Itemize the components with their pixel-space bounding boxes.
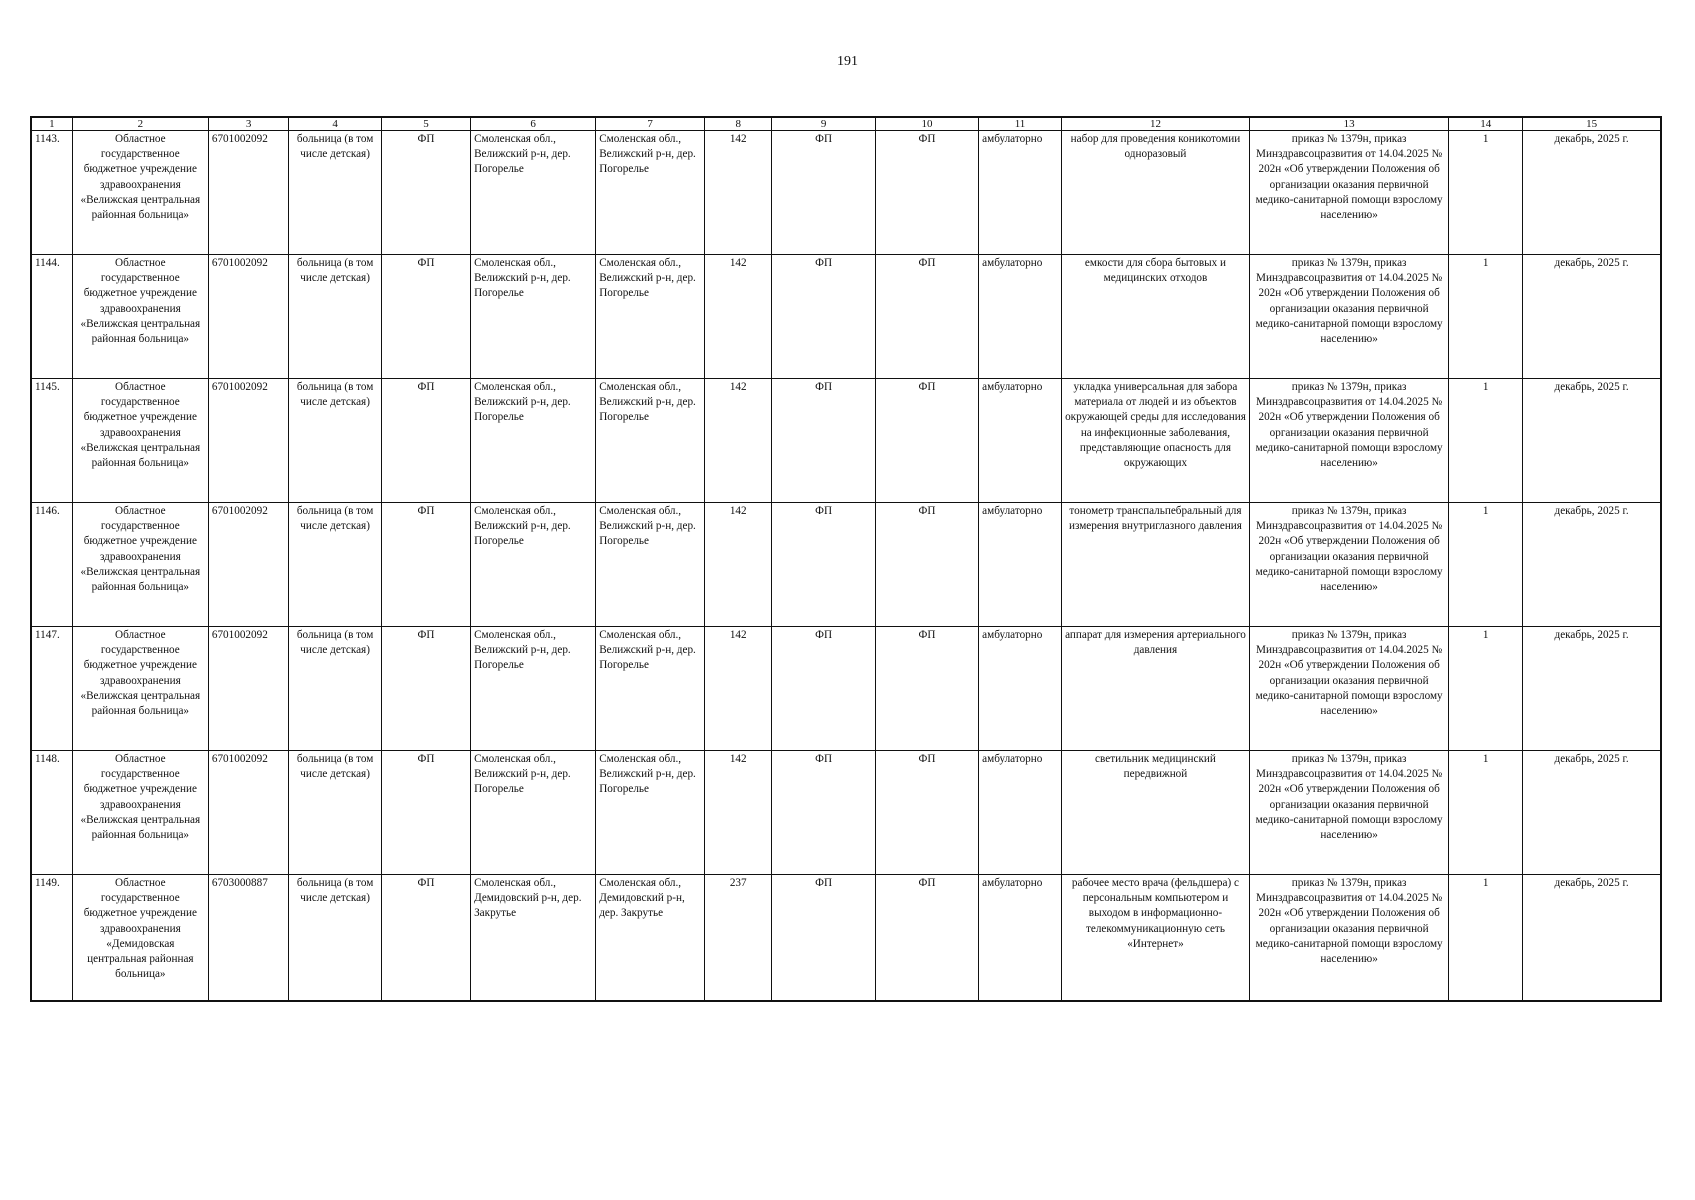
table-row [31, 875, 1661, 1002]
address-cell: Смоленская обл., Демидовский р-н, дер. Закрутье [596, 875, 705, 1002]
equipment-table [30, 116, 1662, 1002]
column-number: 4 [289, 117, 381, 131]
care-mode-cell: амбулаторно [979, 751, 1062, 875]
unit-cell: ФП [772, 875, 875, 1002]
organization-cell: Областное государственное бюджетное учреждение здравоохранения «Велижская центральная районная больница» [72, 503, 208, 627]
date-cell: декабрь, 2025 г. [1523, 131, 1661, 255]
date-cell: декабрь, 2025 г. [1523, 751, 1661, 875]
date-cell: декабрь, 2025 г. [1523, 875, 1661, 1002]
column-number: 15 [1523, 117, 1661, 131]
unit-cell: ФП [772, 131, 875, 255]
address-cell: Смоленская обл., Велижский р-н, дер. Погорелье [471, 503, 596, 627]
column-number-row [31, 117, 1661, 131]
equipment-cell: тонометр транспальпебральный для измерения внутриглазного давления [1061, 503, 1249, 627]
order-cell: приказ № 1379н, приказ Минздравсоцразвития от 14.04.2025 № 202н «Об утверждении Положения об организации оказания первичной медико-санитарной помощи взрослому населению» [1250, 503, 1449, 627]
facility-type-cell: больница (в том числе детская) [289, 379, 381, 503]
quantity-cell: 1 [1449, 379, 1523, 503]
column-number: 14 [1449, 117, 1523, 131]
inn-cell: 6701002092 [208, 131, 289, 255]
column-number: 7 [596, 117, 705, 131]
organization-cell: Областное государственное бюджетное учреждение здравоохранения «Велижская центральная районная больница» [72, 751, 208, 875]
code-cell: 142 [704, 751, 771, 875]
care-mode-cell: амбулаторно [979, 875, 1062, 1002]
column-number: 13 [1250, 117, 1449, 131]
unit-cell: ФП [381, 875, 470, 1002]
facility-type-cell: больница (в том числе детская) [289, 131, 381, 255]
row-number-cell: 1149. [31, 875, 72, 1002]
care-mode-cell: амбулаторно [979, 627, 1062, 751]
unit-cell: ФП [875, 255, 978, 379]
date-cell: декабрь, 2025 г. [1523, 627, 1661, 751]
code-cell: 142 [704, 379, 771, 503]
address-cell: Смоленская обл., Велижский р-н, дер. Погорелье [471, 131, 596, 255]
unit-cell: ФП [381, 131, 470, 255]
table-row [31, 255, 1661, 379]
unit-cell: ФП [381, 379, 470, 503]
inn-cell: 6701002092 [208, 503, 289, 627]
equipment-cell: емкости для сбора бытовых и медицинских отходов [1061, 255, 1249, 379]
address-cell: Смоленская обл., Велижский р-н, дер. Погорелье [596, 131, 705, 255]
table-row [31, 503, 1661, 627]
address-cell: Смоленская обл., Велижский р-н, дер. Погорелье [471, 751, 596, 875]
care-mode-cell: амбулаторно [979, 379, 1062, 503]
column-number: 8 [704, 117, 771, 131]
address-cell: Смоленская обл., Демидовский р-н, дер. Закрутье [471, 875, 596, 1002]
inn-cell: 6701002092 [208, 627, 289, 751]
quantity-cell: 1 [1449, 627, 1523, 751]
column-number: 12 [1061, 117, 1249, 131]
order-cell: приказ № 1379н, приказ Минздравсоцразвития от 14.04.2025 № 202н «Об утверждении Положения об организации оказания первичной медико-санитарной помощи взрослому населению» [1250, 875, 1449, 1002]
order-cell: приказ № 1379н, приказ Минздравсоцразвития от 14.04.2025 № 202н «Об утверждении Положения об организации оказания первичной медико-санитарной помощи взрослому населению» [1250, 627, 1449, 751]
column-number: 1 [31, 117, 72, 131]
organization-cell: Областное государственное бюджетное учреждение здравоохранения «Велижская центральная районная больница» [72, 379, 208, 503]
row-number-cell: 1148. [31, 751, 72, 875]
organization-cell: Областное государственное бюджетное учреждение здравоохранения «Велижская центральная районная больница» [72, 131, 208, 255]
care-mode-cell: амбулаторно [979, 503, 1062, 627]
order-cell: приказ № 1379н, приказ Минздравсоцразвития от 14.04.2025 № 202н «Об утверждении Положения об организации оказания первичной медико-санитарной помощи взрослому населению» [1250, 751, 1449, 875]
table-row [31, 627, 1661, 751]
address-cell: Смоленская обл., Велижский р-н, дер. Погорелье [596, 751, 705, 875]
row-number-cell: 1145. [31, 379, 72, 503]
quantity-cell: 1 [1449, 751, 1523, 875]
order-cell: приказ № 1379н, приказ Минздравсоцразвития от 14.04.2025 № 202н «Об утверждении Положения об организации оказания первичной медико-санитарной помощи взрослому населению» [1250, 255, 1449, 379]
equipment-cell: аппарат для измерения артериального давления [1061, 627, 1249, 751]
column-number: 9 [772, 117, 875, 131]
code-cell: 142 [704, 255, 771, 379]
address-cell: Смоленская обл., Велижский р-н, дер. Погорелье [471, 627, 596, 751]
facility-type-cell: больница (в том числе детская) [289, 255, 381, 379]
equipment-cell: набор для проведения коникотомии одноразовый [1061, 131, 1249, 255]
equipment-cell: светильник медицинский передвижной [1061, 751, 1249, 875]
page-number: 191 [837, 54, 858, 69]
column-number: 5 [381, 117, 470, 131]
address-cell: Смоленская обл., Велижский р-н, дер. Погорелье [471, 379, 596, 503]
care-mode-cell: амбулаторно [979, 255, 1062, 379]
unit-cell: ФП [772, 379, 875, 503]
unit-cell: ФП [875, 627, 978, 751]
column-number: 2 [72, 117, 208, 131]
order-cell: приказ № 1379н, приказ Минздравсоцразвития от 14.04.2025 № 202н «Об утверждении Положения об организации оказания первичной медико-санитарной помощи взрослому населению» [1250, 131, 1449, 255]
quantity-cell: 1 [1449, 503, 1523, 627]
facility-type-cell: больница (в том числе детская) [289, 627, 381, 751]
code-cell: 142 [704, 503, 771, 627]
row-number-cell: 1146. [31, 503, 72, 627]
date-cell: декабрь, 2025 г. [1523, 255, 1661, 379]
inn-cell: 6703000887 [208, 875, 289, 1002]
row-number-cell: 1143. [31, 131, 72, 255]
unit-cell: ФП [875, 131, 978, 255]
row-number-cell: 1144. [31, 255, 72, 379]
organization-cell: Областное государственное бюджетное учреждение здравоохранения «Велижская центральная районная больница» [72, 255, 208, 379]
inn-cell: 6701002092 [208, 255, 289, 379]
column-number: 6 [471, 117, 596, 131]
column-number: 3 [208, 117, 289, 131]
unit-cell: ФП [772, 627, 875, 751]
organization-cell: Областное государственное бюджетное учреждение здравоохранения «Демидовская центральная районная больница» [72, 875, 208, 1002]
unit-cell: ФП [772, 503, 875, 627]
code-cell: 142 [704, 627, 771, 751]
table-row [31, 131, 1661, 255]
equipment-cell: укладка универсальная для забора материала от людей и из объектов окружающей среды для исследования на инфекционные заболевания, представляющие опасность для окружающих [1061, 379, 1249, 503]
address-cell: Смоленская обл., Велижский р-н, дер. Погорелье [596, 255, 705, 379]
address-cell: Смоленская обл., Велижский р-н, дер. Погорелье [596, 379, 705, 503]
facility-type-cell: больница (в том числе детская) [289, 875, 381, 1002]
date-cell: декабрь, 2025 г. [1523, 379, 1661, 503]
inn-cell: 6701002092 [208, 751, 289, 875]
column-number: 11 [979, 117, 1062, 131]
unit-cell: ФП [381, 255, 470, 379]
unit-cell: ФП [381, 751, 470, 875]
order-cell: приказ № 1379н, приказ Минздравсоцразвития от 14.04.2025 № 202н «Об утверждении Положения об организации оказания первичной медико-санитарной помощи взрослому населению» [1250, 379, 1449, 503]
facility-type-cell: больница (в том числе детская) [289, 503, 381, 627]
facility-type-cell: больница (в том числе детская) [289, 751, 381, 875]
table-row [31, 751, 1661, 875]
quantity-cell: 1 [1449, 255, 1523, 379]
address-cell: Смоленская обл., Велижский р-н, дер. Погорелье [471, 255, 596, 379]
care-mode-cell: амбулаторно [979, 131, 1062, 255]
unit-cell: ФП [772, 751, 875, 875]
code-cell: 142 [704, 131, 771, 255]
unit-cell: ФП [381, 503, 470, 627]
unit-cell: ФП [381, 627, 470, 751]
unit-cell: ФП [875, 875, 978, 1002]
unit-cell: ФП [875, 751, 978, 875]
quantity-cell: 1 [1449, 131, 1523, 255]
date-cell: декабрь, 2025 г. [1523, 503, 1661, 627]
unit-cell: ФП [875, 503, 978, 627]
address-cell: Смоленская обл., Велижский р-н, дер. Погорелье [596, 503, 705, 627]
inn-cell: 6701002092 [208, 379, 289, 503]
row-number-cell: 1147. [31, 627, 72, 751]
code-cell: 237 [704, 875, 771, 1002]
quantity-cell: 1 [1449, 875, 1523, 1002]
column-number: 10 [875, 117, 978, 131]
unit-cell: ФП [875, 379, 978, 503]
address-cell: Смоленская обл., Велижский р-н, дер. Погорелье [596, 627, 705, 751]
unit-cell: ФП [772, 255, 875, 379]
equipment-cell: рабочее место врача (фельдшера) с персональным компьютером и выходом в информационно-телекоммуникационную сеть «Интернет» [1061, 875, 1249, 1002]
table-row [31, 379, 1661, 503]
organization-cell: Областное государственное бюджетное учреждение здравоохранения «Велижская центральная районная больница» [72, 627, 208, 751]
